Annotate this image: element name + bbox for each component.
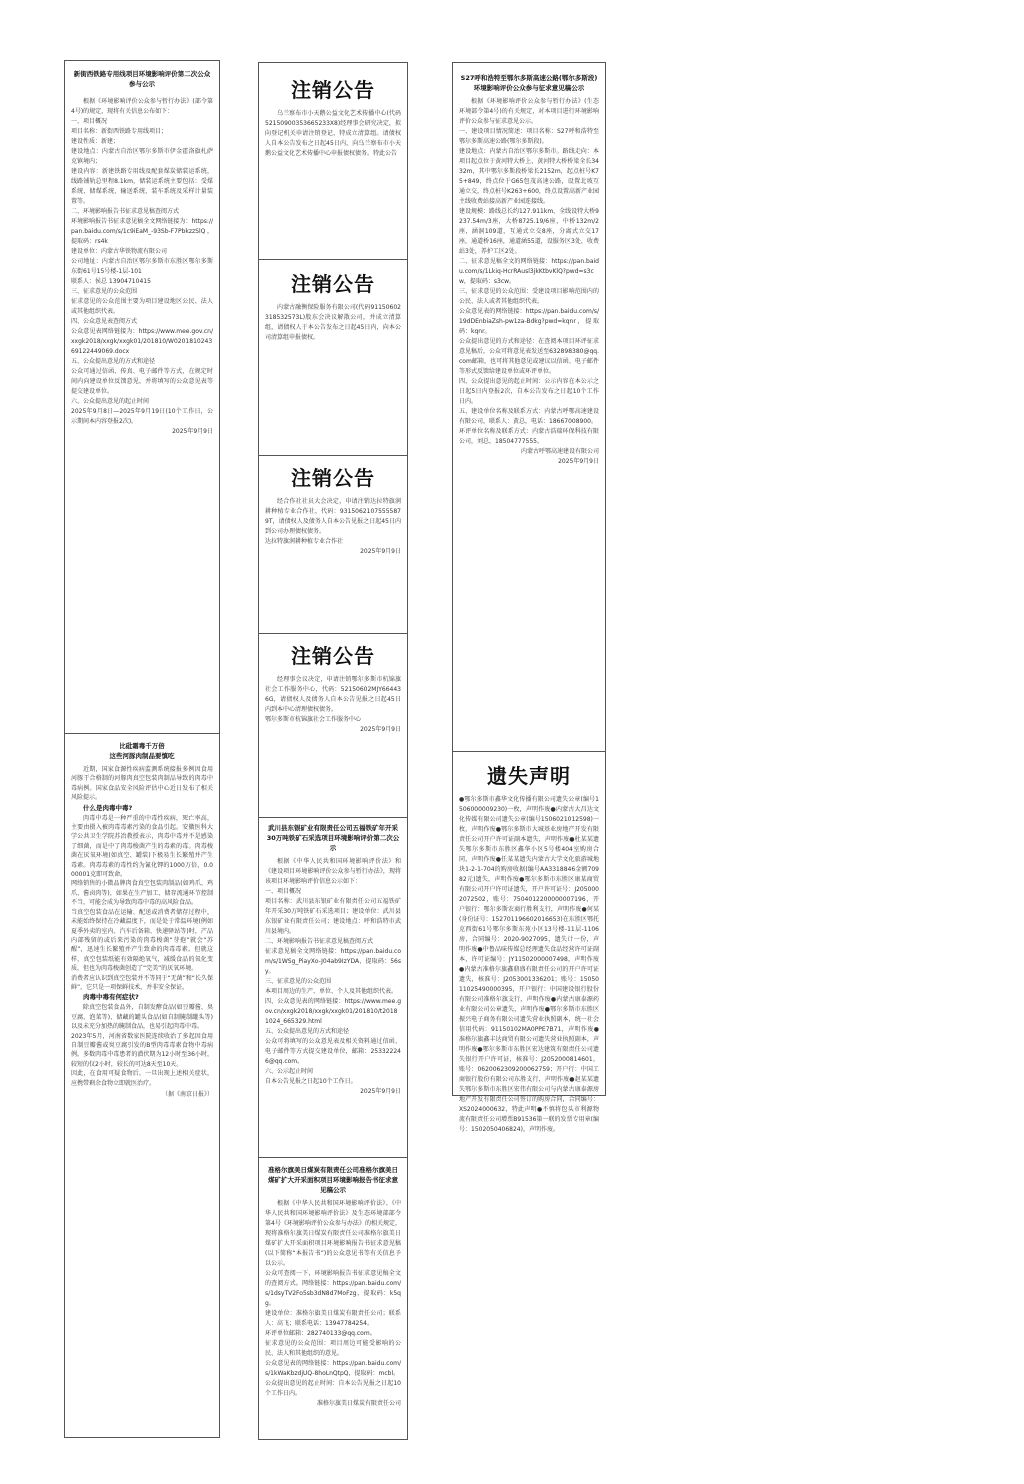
mine-eia-notice-body: 根据《中华人民共和国环境影响评价法》和《建设项目环境影响评价公众参与暂行办法》，现将该项目环境影响评价信息公示如下： 一、项目概况 项目名称：武川县东银矿业有限责任公司五福铁矿年开采30万吨铁矿石采选项目；建设单位：武川县东银矿业有限责任公司；建设地点：呼和浩特市武川县境内。 二、环境影响报告书征求意见稿查阅方式 征求意见稿全文网络链接：https://pan.baidu.com/s/1WSg_PiayXo-J04ab9IzYDA，提取码：56sy。 三、征求意见的公众范围 本项目周边的生产、单位、个人及其他组织代表。 四、公众意见表的网络链接：https://www.mee.gov.cn/xxgk2018/xxgk/xxgk01/201810/t20181024_665329.html 五、公众提出意见的方式和途径 公众可将填写的公众意见表及相关资料通过信函、电子邮件等方式提交建设单位，邮箱：253322246@qq.com。 六、公示起止时间 自本公告见报之日起10个工作日。 <box>265 858 401 1085</box>
divider <box>259 633 407 634</box>
highway-eia-notice <box>453 73 605 745</box>
divider <box>259 1157 407 1158</box>
coal-eia-notice <box>259 1165 407 1437</box>
cancellation-notice-1 <box>259 75 407 255</box>
lost-statement <box>453 761 605 1133</box>
divider <box>259 455 407 456</box>
toxin-article-title: 比砒霜毒千万倍 这些河豚肉制品要慎吃 <box>109 742 175 760</box>
cancellation-notice-3 <box>259 463 407 631</box>
highway-eia-notice-title: S27呼和浩特至鄂尔多斯高速公路(鄂尔多斯段)环境影响评价公众参与征求意见稿公示 <box>460 74 598 92</box>
cancellation-notice-3-body: 经合作社社员大会决定，申请注销达拉特旗润耕种植专业合作社，代码：93150621075555879T，请债权人及债务人自本公告见报之日起45日内到公司办理债权债务。 达拉特旗润耕种植专业合作社 <box>265 498 401 545</box>
toxin-heading-symptoms: 肉毒中毒有何症状? <box>83 993 139 1002</box>
column-right <box>452 62 606 1133</box>
cancellation-notice-4 <box>259 641 407 809</box>
coal-eia-notice-signature: 准格尔旗美日煤炭有限责任公司 <box>316 1400 401 1407</box>
highway-eia-notice-body: 根据《环境影响评价公众参与暂行办法》(生态环境部令第4号)的有关规定，对本项目进行环境影响评价公众参与征求意见公示。 一、建设项目情况简述：项目名称：S27呼和浩特至鄂尔多斯高速公路(鄂尔多斯段)。 建设地点：内蒙古自治区鄂尔多斯市。路线走向：本项目起点位于黄河特大桥上，黄河特大桥桥梁全长3432m，其中鄂尔多斯段桥梁长2152m，起点桩号K75+849，终点位于G65包茂高速公路，设置北坡互通立交，终点桩号K263+600，终点设置高新产业园主线收费站接高新产业园连接线。 建设规模：路线总长约127.911km，全线设特大桥9237.54m/3座，大桥8725.19/6座，中桥132m/2座，涵洞109道，互通式立交8座，分离式立交17座，通道桥16座，通道涵55道，设服务区3处，收费站3处，养护工区2处。 二、征求意见稿全文的网络链接：https://pan.baidu.com/s/1Lkiq-HcrRAusl3jkKtbvKlQ?pwd=s3cw，提取码：s3cw。 三、征求意见的公众范围：受建设项目影响范围内的公民、法人或者其他组织代表。 公众意见表的网络链接：https://pan.baidu.com/s/19dDEnbiaZsh-pw1za-Bdkg?pwd=kqnr，提取码：kqnr。 公众提出意见的方式和途径：在查阅本项目环评征求意见稿后，公众可将意见表发送至632898380@qq.com邮箱，也可将其他意见或建议以信函、电子邮件等形式反馈给建设单位或环评单位。 四、公众提出意见的起止时间：公示内容在本公示之日起5日内登报2次，自本公告发布之日起10个工作日内。 五、建设单位名称及联系方式：内蒙古呼鄂高速建设有限公司，联系人：黄总，电话：18667008900。 环评单位名称及联系方式：内蒙古浩瑞环保科技有限公司，刘总，18504777555。 <box>459 98 599 445</box>
cancellation-notice-2-body: 内蒙古融衡保险服务有限公司(代码91150602318532573L)股东会决议解散公司，并成立清算组，请债权人于本公告发布之日起45日内，向本公司清算组申报债权。 <box>265 304 401 341</box>
mine-eia-notice <box>259 823 407 1153</box>
highway-eia-notice-date: 2025年9月9日 <box>558 458 599 465</box>
railway-notice-title: 新街西铁路专用线项目环境影响评价第二次公众参与公示 <box>73 70 211 88</box>
mine-eia-notice-date: 2025年9月9日 <box>360 1088 401 1095</box>
toxin-article-intro: 近期，国家食源性疾病监测系统接报多例因食用河豚干合格制的河豚肉真空包装肉制品导致的肉毒中毒病例。国家食品安全风险评估中心近日发布了相关风险提示。 <box>71 766 213 802</box>
lost-statement-title: 遗失声明 <box>487 764 571 788</box>
cancellation-notice-2-title: 注销公告 <box>291 272 375 296</box>
column-left <box>64 60 220 1438</box>
cancellation-notice-3-title: 注销公告 <box>291 466 375 490</box>
divider <box>259 817 407 818</box>
railway-notice-body: 根据《环境影响评价公众参与暂行办法》(部令第4号)的规定，现将有关信息公布如下： 一、项目概况 项目名称：新街西铁路专用线项目； 建设性质：新建； 建设地点：内蒙古自治区鄂尔多斯市伊金霍洛旗札萨克镇境内； 建设内容：新建铁路专用线及配套煤炭储装运系统，线路铺轨总里程8.1km，储装运系统主要包括：受煤系统、储煤系统、输送系统、装车系统及采样计量装置等。 二、环境影响报告书征求意见稿查阅方式 环境影响报告书征求意见稿全文网络链接为：https://pan.baidu.com/s/1c9iEaM_-93Sb-F7PbkzzSlQ，提取码：rs4k 建设单位：内蒙古华铁物流有限公司 公司地址：内蒙古自治区鄂尔多斯市东胜区鄂尔多斯东街61号15号楼-1层-101 联系人：侯总 13904710415 三、征求意见的公众范围 征求意见的公众范围主要为项目建设地区公民、法人或其他组织代表。 四、公众意见表查阅方式 公众意见表网络链接为：https://www.mee.gov.cn/xxgk2018/xxgk/xxgk01/201810/W020181024369122449069.docx 五、公众提出意见的方式和途径 公众可通过信函、传真、电子邮件等方式，在规定时间内向建设单位反馈意见，并将填写的公众意见表等提交建设单位。 六、公众提出意见的起止时间 2025年9月8日—2025年9月19日(10个工作日，公示期间本内容登报2次)。 <box>71 98 213 425</box>
cancellation-notice-2 <box>259 269 407 449</box>
mine-eia-notice-title: 武川县东银矿业有限责任公司五福铁矿年开采30万吨铁矿石采选项目环境影响评价第二次公示 <box>266 824 400 852</box>
toxin-article-conclusion: 除真空包装食品外，自制发酵食品(如豆瓣酱、臭豆腐、泡菜等)、储藏的罐头食品(如自制腌制罐头等)以及未充分加热的腌制食品，也易引起肉毒中毒。 2023年5月，河南省数家医院连续收治了多起因食用自制豆瓣酱或臭豆腐引发的B型肉毒毒素食物中毒病例。多数肉毒中毒患者的潜伏期为12小时至36小时，较短的仅2小时，较长的可达8天至10天。 因此，在食用可疑食物后，一旦出现上述相关症状，应携带剩余食物立即就医治疗。 <box>71 1004 213 1087</box>
divider <box>259 259 407 260</box>
divider <box>453 751 605 752</box>
coal-eia-notice-body: 根据《中华人民共和国环境影响评价法》、《中华人民共和国环境影响评价法》及生态环境部部令第4号《环境影响评价公众参与办法》的相关规定，现将准格尔旗美日煤炭有限责任公司准格尔旗美日煤矿扩大开采面积项目环境影响报告书征求意见稿(以下简称“本报告书”)的公众意见书等有关信息予以公示。 公众可查阅一下，环境影响报告书征求意见稿全文的查阅方式。网络链接：https://pan.baidu.com/s/1dsyTV2Fo5sb3dN8d7MoFzg，提取码：k5qg。 建设单位：准格尔旗美日煤炭有限责任公司；联系人：高飞；联系电话：13947784254。 环评单位邮箱：282740133@qq.com。 征求意见的公众范围：项目周边可能受影响的公民、法人和其他组织的意见。 公众意见表的网络链接：https://pan.baidu.com/s/1kWaKbzdjUQ-8hoLnQtpQ，提取码：mcbl。 公众提出意见的起止时间：自本公告见报之日起10个工作日内。 <box>265 1200 401 1397</box>
toxin-article-source: （据《南京日报》） <box>161 1091 213 1098</box>
railway-notice <box>65 69 219 729</box>
cancellation-notice-4-date: 2025年9月9日 <box>360 726 401 733</box>
cancellation-notice-3-date: 2025年9月9日 <box>360 548 401 555</box>
highway-eia-notice-signature: 内蒙古呼鄂高速建设有限公司 <box>520 448 599 455</box>
cancellation-notice-4-body: 经理事会议决定，申请注销鄂尔多斯市杭锦旗社会工作服务中心，代码：52150602MJY664436G，请债权人及债务人自本公告见报之日起45日内到本中心清理债权债务。 鄂尔多斯市杭锦旗社会工作服务中心 <box>265 676 401 723</box>
toxin-article <box>65 741 219 1435</box>
cancellation-notice-1-body: 乌兰察布市小天鹅公益文化艺术传播中心(代码52150900353665233X8)经理事会研究决定，拟向登记机关申请注销登记，特成立清算组。请债权人自本公告发布之日起45日内，向乌兰察布市小天鹅公益文化艺术传播中心申报债权债务。特此公告 <box>265 110 401 157</box>
cancellation-notice-1-title: 注销公告 <box>291 78 375 102</box>
coal-eia-notice-title: 准格尔旗美日煤炭有限责任公司准格尔旗美日煤矿扩大开采面积项目环境影响报告书征求意见稿公示 <box>268 1166 398 1194</box>
lost-statement-body: ●鄂尔多斯市鑫华文化传播有限公司遗失公章(编号1506000009230)一枚，声明作废●内蒙古大昌达文化传媒有限公司遗失公章(编号1506021012598)一枚，声明作废●鄂尔多斯市大城基业房地产开发有限责任公司开户许可证副本遗失，声明作废●杜某某遗失鄂尔多斯市东胜区鑫华小区5号楼404室购房合同，声明作废●任某某遗失内蒙古大学文化旅游城地块1-2-1-704的购房收据(编号AA3318846金额70982元)遗失，声明作废●鄂尔多斯市东胜区康某商贸有限公司开户许可证遗失，开户许可证号：J2050002072502，账号：7504012200000007196，开户银行：鄂尔多斯农商行胜利支行，声明作废●何某(身份证号：152701196602016653)在东胜区鄂托克西街61号鄂尔多斯东苑小区13号楼-11层-1106房，合同编号：2020-9027095，遗失计一份，声明作废●中鲁品味传媒总经理遗失食品经营许可证副本，许可证编号：JY11502000007498，声明作废●内蒙古准格尔旗鑫鼎盛有限责任公司的开户许可证遗失，核准号：J2053001336201；账号：1505011025490000395，开户银行：中国建设银行股份有限公司准格尔旗支行，声明作废●内蒙古康泰源药业有限公司公章遗失，声明作废●鄂尔多斯市东胜区振兴电子商务有限公司遗失营业执照副本，统一社会信用代码：91150102MA0PPE7B71，声明作废●准格尔旗鑫丰达商贸有限公司遗失营业执照副本，声明作废●鄂尔多斯市东胜区宏达建筑有限责任公司遗失银行开户许可证，核准号：J2052000814601，账号：0620062309200062759；开户行：中国工商银行股份有限公司东胜支行，声明作废●赵某某遗失鄂尔多斯市东胜区宏伟有限公司与内蒙古康泰源房地产开发有限责任公司签订的购房合同，合同编号：XS2024000632，特此声明●不慎将包头市利源物流有限责任公司增票B91536第一联的发票专用章(编号：1502050406824)，声明作废。 <box>459 796 599 1133</box>
divider <box>65 733 219 734</box>
column-middle <box>258 62 408 1440</box>
toxin-article-body: 肉毒中毒是一种严重的中毒性疾病，死亡率高，主要由摄入被肉毒毒素污染的食品引起。安徽医科大学公共卫生学院苏冶教授表示，肉毒中毒并不是感染了细菌，而是中了肉毒梭菌产生的毒素的毒。肉毒梭菌在厌氧环境(如真空、罐装)下极易生长繁殖并产生毒素。肉毒毒素的毒性约为氰化钾的1000万倍，0.000001克即可致命。 网络销售的小微品牌肉食真空包装肉制品(如鸡爪、鸡爪、酱卤肉等)，如果在生产加工、储存流通环节控制不当，可能会成为导致肉毒中毒的高风险食品。 当真空包装食品在运输、配送或消费者储存过程中，未能始终保持在冷藏温度下，而是处于常温环境(例如夏季外卖的室内、汽车后备箱、快递驿站等)时，产品内部残留的或后来污染的肉毒梭菌“芽孢”就会“苏醒”，迅速生长繁殖并产生致命的肉毒毒素。但就这样，真空包装纸能有效隔绝氧气，减缓食品的氧化变质，但也为肉毒梭菌创造了“完美”的厌氧环境。 消费者应认识到真空包装并不等同于“无菌”和“长久保鲜”，它只是一项保鲜技术，并非安全保证。 <box>71 814 213 991</box>
railway-notice-date: 2025年9月9日 <box>172 428 213 435</box>
toxin-heading-what: 什么是肉毒中毒? <box>83 803 133 812</box>
cancellation-notice-4-title: 注销公告 <box>291 644 375 668</box>
